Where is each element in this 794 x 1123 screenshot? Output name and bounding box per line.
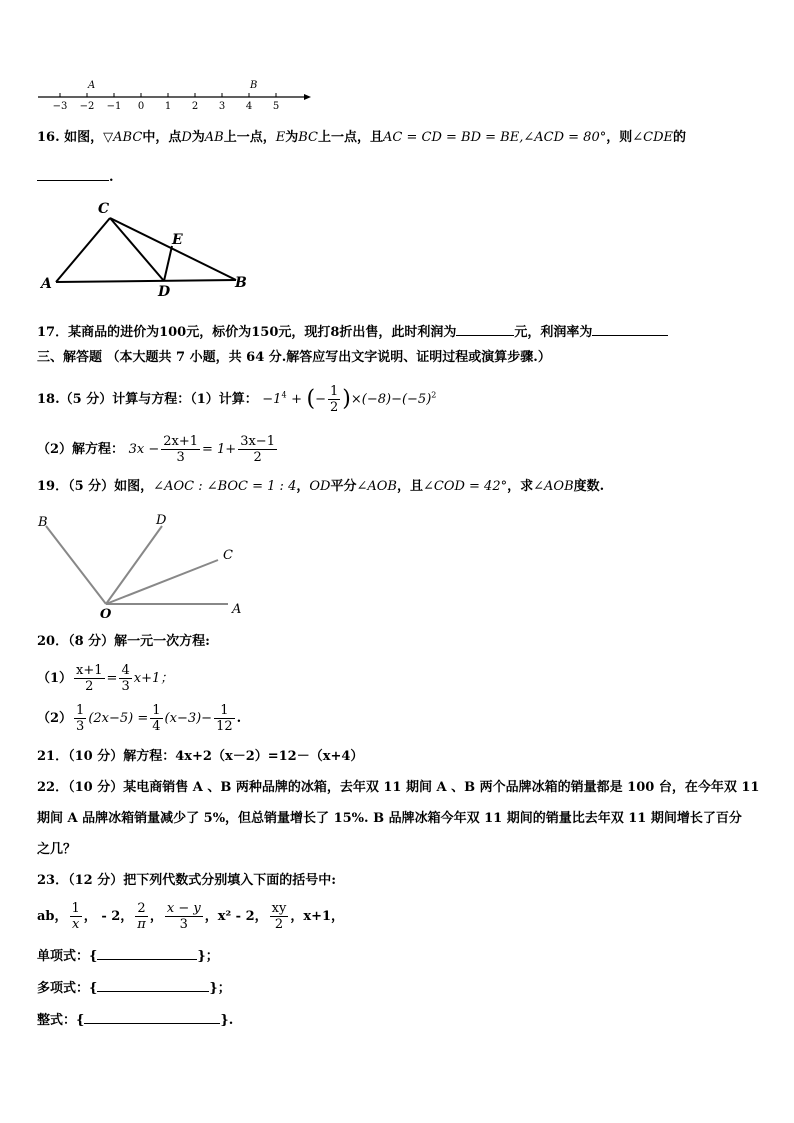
segment-cb (110, 218, 236, 280)
fraction: $\frac{1}{4}$ (152, 703, 161, 734)
question-19: 19．（5 分）如图，∠AOC : ∠BOC = 1 : 4，OD平分∠AOB，且∠COD = 42°，求∠AOB度数. (37, 479, 605, 494)
fraction: $\frac{4}{3}$ (121, 663, 130, 694)
number-line-tick-label: −2 (79, 101, 95, 112)
question-22-line-2: 期间 A 品牌冰箱销量减少了 5%，但总销量增长了 15%. B 品牌冰箱今年双 11 期间的销量比去年双 11 期间增长了百分 (37, 811, 742, 826)
point-a-label: A (232, 602, 242, 617)
number-line-tick-label: 3 (218, 101, 226, 112)
segment-cd (110, 218, 164, 281)
number-line-tick-label: 0 (137, 101, 145, 112)
question-21: 21．（10 分）解方程：4x+2（x－2）=12－（x+4） (37, 749, 364, 764)
question-16-answer-line: . (37, 168, 114, 187)
number-line-tick-label: 5 (272, 101, 280, 112)
vertex-e-label: E (172, 232, 183, 248)
number-line-tick-label: −3 (52, 101, 68, 112)
number-line-tick-label: 1 (164, 101, 172, 112)
fraction: $\frac{x+1}{2}$ (76, 663, 103, 694)
question-20: 20．（8 分）解一元一次方程: (37, 634, 210, 649)
polynomial-blank[interactable] (97, 979, 209, 992)
point-a-label: A (88, 80, 96, 91)
fraction: $\frac{xy}{2}$ (271, 901, 287, 932)
number-line-tick-label: 4 (245, 101, 253, 112)
fraction: $\frac{1}{x}$ (71, 901, 80, 932)
angle-figure (36, 512, 246, 620)
point-b-label: B (38, 515, 48, 530)
fraction: $\frac{3x-1}{2}$ (240, 434, 275, 465)
vertex-d-label: D (158, 284, 171, 296)
polynomial-row: 多项式：{ }； (37, 981, 231, 996)
fraction: $\frac{2x+1}{3}$ (163, 434, 198, 465)
segment-ac (56, 218, 110, 282)
fraction: $\frac{2}{\pi}$ (137, 901, 146, 932)
profit-blank[interactable] (456, 323, 514, 336)
answer-blank[interactable] (37, 168, 109, 181)
fraction: $\frac{1}{12}$ (216, 703, 233, 734)
vertex-a-label: A (41, 276, 52, 292)
question-23-expressions: ab， $\frac{1}{x}$ ， - 2， $\frac{2}{\pi}$ ， $\frac{x - y}{3}$ ，x² - 2， $\frac{xy}{2}$ ，x+1， (37, 901, 345, 932)
question-20-part-1: （1） $\frac{x+1}{2}$ = $\frac{4}{3}$ x+1； (37, 663, 174, 694)
question-23: 23．（12 分）把下列代数式分别填入下面的括号中: (37, 873, 337, 888)
point-o-label: O (100, 607, 112, 620)
question-16: 16. 如图，▽ABC中，点D为AB上一点，E为BC上一点，且AC = CD = BD = BE,∠ACD = 80°，则∠CDE的 (37, 130, 687, 145)
fraction: $\frac{1}{3}$ (76, 703, 85, 734)
profit-rate-blank[interactable] (592, 323, 668, 336)
point-c-label: C (223, 548, 233, 563)
integral-expression-blank[interactable] (84, 1011, 220, 1024)
segment-ab (56, 280, 236, 282)
vertex-c-label: C (98, 201, 110, 217)
monomial-blank[interactable] (97, 947, 197, 960)
integral-expression-row: 整式：{ }. (37, 1013, 234, 1028)
question-18-part-2: （2）解方程： 3x − $\frac{2x+1}{3}$ = 1+ $\frac{3x-1}{2}$ (37, 434, 275, 465)
point-d-label: D (156, 513, 167, 528)
point-b-label: B (250, 80, 258, 91)
number-line-arrow (304, 94, 311, 100)
number-line-tick-label: −1 (106, 101, 122, 112)
monomial-row: 单项式：{ }； (37, 949, 219, 964)
vertex-b-label: B (235, 275, 247, 291)
number-line-figure (36, 76, 316, 116)
fraction: $\frac{x - y}{3}$ (166, 901, 201, 932)
segment-de (164, 246, 172, 281)
question-18-part-1: 18.（5 分）计算与方程：（1）计算： $-1^4$ + (− $\frac{1}{2}$ )$\times(-8)-(-5)^2$ (37, 384, 437, 415)
fraction: $\frac{1}{2}$ (330, 384, 339, 415)
triangle-figure (38, 196, 253, 296)
section-3-heading: 三、解答题 （本大题共 7 小题，共 64 分.解答应写出文字说明、证明过程或演算步骤.） (37, 350, 551, 365)
question-17: 17．某商品的进价为100元，标价为150元，现打8折出售，此时利润为 元，利润率为 (37, 323, 668, 342)
question-22-line-1: 22．（10 分）某电商销售 A 、B 两种品牌的冰箱，去年双 11 期间 A 、B 两个品牌冰箱的销量都是 100 台，在今年双 11 (37, 780, 760, 795)
question-20-part-2: （2） $\frac{1}{3}$ (2x−5) = $\frac{1}{4}$ (x−3)− $\frac{1}{12}$ . (37, 703, 242, 734)
number-line-tick-label: 2 (191, 101, 199, 112)
ray-ob (46, 526, 106, 604)
question-22-line-3: 之几？ (37, 842, 77, 857)
